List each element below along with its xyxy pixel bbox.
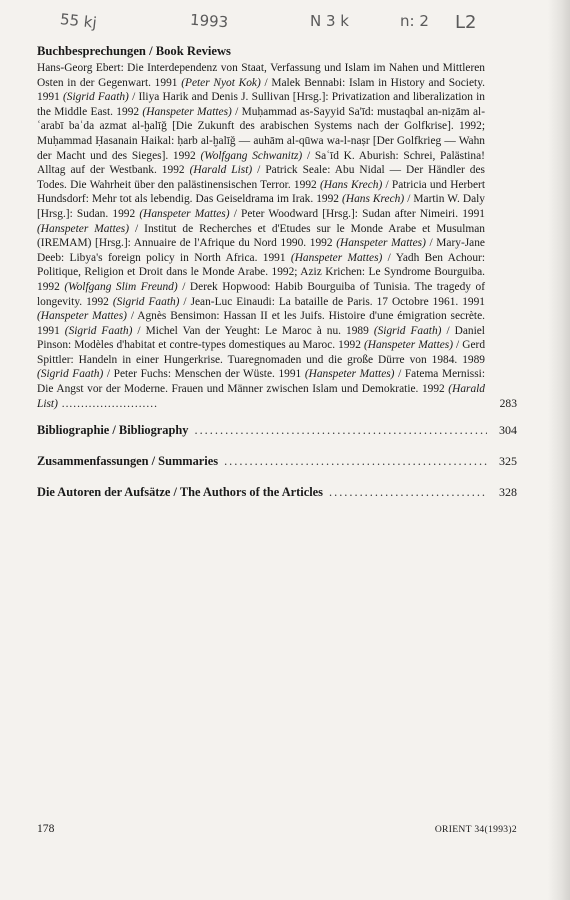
review-entry-reviewer: (Harald List) bbox=[37, 383, 485, 410]
review-entry-reviewer: (Sigrid Faath) bbox=[64, 324, 133, 337]
book-reviews-list bbox=[37, 61, 517, 411]
handwritten-note: L2 bbox=[455, 12, 477, 33]
review-entry-text: / Agnès Bensimon: Hassan II et les Juifs. Histoire d'une émigration secrète. 1991 bbox=[37, 310, 485, 337]
review-entry-reviewer: (Hanspeter Mattes) bbox=[142, 105, 232, 118]
book-reviews-heading: Buchbesprechungen / Book Reviews bbox=[37, 44, 231, 58]
review-entry-reviewer: (Hans Krech) bbox=[319, 178, 383, 191]
review-entry-reviewer: (Hanspeter Mattes) bbox=[37, 222, 130, 235]
page-number: 178 bbox=[37, 822, 55, 835]
review-entry-text: / Muḥammad as-Sayyid Sa'īd: mustaqbal an-niẓām al-ʿarabī baʿda azmat al-ḫalīǧ [Die Zukunft des arabischen Systems nach der Golfkrise]. 1992; Muḥammad Ḥasanain Haikal: ḥarb al-ḫalīǧ — auhām al-qūwa wa-l-naṣr [Der Golfkrieg — Wahn der Macht und des Sieges]. 1992 bbox=[37, 105, 486, 162]
review-entry-text: / Martin W. Daly [Hrsg.]: Sudan. 1992 bbox=[37, 193, 485, 220]
review-entry-reviewer: (Peter Nyot Kok) bbox=[181, 76, 261, 89]
review-entry-text: / Gerd Spittler: Handeln in einer Hungerkrise. Tuaregnomaden und die große Dürre von 1984. 1989 bbox=[37, 339, 486, 366]
review-entry-reviewer: (Hanspeter Mattes) bbox=[290, 251, 383, 264]
review-entry-text: / Saʿīd K. Aburish: Schrei, Palästina! Alltag auf der Westbank. 1992 bbox=[37, 149, 485, 177]
review-entry-text: / Patrick Seale: Abu Nidal — Der Händler des Todes. Die Wahrheit über den palästinensischen Terror. 1992 bbox=[37, 164, 485, 191]
review-entry-text: / Michel Van der Yeught: Le Maroc à nu. 1989 bbox=[132, 324, 374, 337]
review-entry-text: Hans-Georg Ebert: Die Interdependenz von Staat, Verfassung und Islam im Nahen und Mittleren Osten in der Gegenwart. 1991 bbox=[37, 62, 485, 89]
page-edge bbox=[548, 0, 570, 900]
review-entry-text: / Institut de Recherches et d'Etudes sur le Monde Arabe et Musulman (IREMAM) [Hrsg.]: Annuaire de l'Afrique du Nord 1990. 1992 bbox=[37, 222, 485, 250]
dot-leader bbox=[329, 485, 487, 500]
journal-citation: ORIENT 34(1993)2 bbox=[434, 824, 517, 835]
dot-leader: ......................... bbox=[57, 397, 158, 410]
toc-entry-page: 325 bbox=[499, 454, 517, 469]
review-entry-reviewer: (Wolfgang Slim Freund) bbox=[64, 280, 178, 293]
toc-entry-title: Bibliographie / Bibliography bbox=[37, 423, 189, 438]
review-entry-text: / Peter Fuchs: Menschen der Wüste. 1991 bbox=[103, 368, 305, 381]
review-entry-text: / Fatema Mernissi: Die Angst vor der Moderne. Frauen und Männer zwischen Islam und Demokratie. 1992 bbox=[37, 368, 485, 396]
dot-leader bbox=[224, 454, 487, 469]
review-entry-reviewer: (Sigrid Faath) bbox=[112, 295, 180, 308]
table-of-contents bbox=[37, 44, 517, 500]
review-entry-text: / Yadh Ben Achour: Politique, Religion et Droit dans le Monde Arabe. 1992; Aziz Krichen: Le Syndrome Bourguiba. 1992 bbox=[37, 251, 485, 293]
review-entry-text: / Derek Hopwood: Habib Bourguiba of Tunisia. The tragedy of longevity. 1992 bbox=[37, 280, 485, 308]
review-entry-text: / Mary-Jane Deeb: Libya's foreign policy in North Africa. 1991 bbox=[37, 237, 485, 264]
review-entry-reviewer: (Sigrid Faath) bbox=[373, 324, 442, 337]
toc-entry-page: 304 bbox=[499, 423, 517, 438]
toc-entry-title: Die Autoren der Aufsätze / The Authors of the Articles bbox=[37, 485, 323, 500]
review-entry-reviewer: (Hanspeter Mattes) bbox=[139, 207, 230, 220]
review-entry-reviewer: (Sigrid Faath) bbox=[63, 91, 129, 104]
toc-entry-page: 328 bbox=[499, 485, 517, 500]
toc-entry-title: Zusammenfassungen / Summaries bbox=[37, 454, 219, 469]
review-entry-text: / Daniel Pinson: Modèles d'habitat et contre-types domestiques au Maroc. 1992 bbox=[37, 324, 485, 352]
review-entry-text: / Iliya Harik and Denis J. Sullivan [Hrsg.]: Privatization and liberalization in the Middle East. 1992 bbox=[37, 91, 485, 118]
review-entry-reviewer: (Sigrid Faath) bbox=[37, 368, 104, 381]
handwritten-note: 1993 bbox=[189, 10, 229, 32]
review-entry-reviewer: (Hanspeter Mattes) bbox=[336, 237, 426, 250]
review-entry-reviewer: (Hanspeter Mattes) bbox=[363, 339, 454, 352]
review-entry-reviewer: (Wolfgang Schwanitz) bbox=[200, 149, 303, 162]
toc-entry-authors[interactable] bbox=[37, 485, 517, 500]
page-footer bbox=[37, 822, 517, 838]
review-entry-reviewer: (Hanspeter Mattes) bbox=[304, 368, 395, 381]
dot-leader bbox=[194, 423, 487, 438]
book-reviews-page-number: 283 bbox=[499, 396, 517, 410]
toc-entry-bibliography[interactable] bbox=[37, 423, 517, 438]
review-entry-reviewer: (Hans Krech) bbox=[342, 193, 405, 206]
handwritten-note: N 3 k bbox=[310, 12, 349, 30]
review-entry-text: / Malek Bennabi: Islam in History and Society. 1991 bbox=[37, 76, 485, 104]
book-reviews-section bbox=[37, 44, 517, 411]
review-entry-text: / Peter Woodward [Hrsg.]: Sudan after Nimeiri. 1991 bbox=[229, 207, 485, 220]
handwritten-notes bbox=[50, 12, 520, 38]
review-entry-text: / Patricia und Herbert Hundsdorf: Mehr tot als lebendig. Das Geiseldrama im Irak. 1992 bbox=[37, 178, 486, 206]
review-entry-reviewer: (Harald List) bbox=[189, 164, 253, 177]
handwritten-note: 55 kj bbox=[59, 10, 98, 32]
handwritten-note: n: 2 bbox=[400, 12, 429, 30]
review-entry-reviewer: (Hanspeter Mattes) bbox=[37, 310, 127, 323]
toc-entry-summaries[interactable] bbox=[37, 454, 517, 469]
review-entry-text: / Jean-Luc Einaudi: La bataille de Paris. 17 Octobre 1961. 1991 bbox=[179, 295, 485, 308]
